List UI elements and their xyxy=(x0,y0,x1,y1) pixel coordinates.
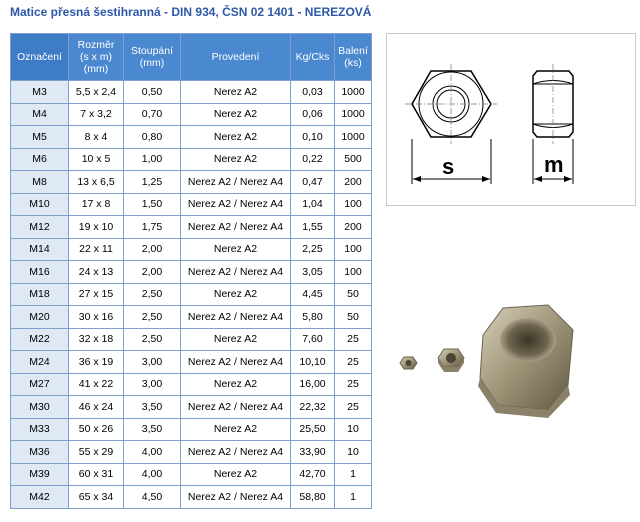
cell-stoupani: 1,00 xyxy=(124,148,181,171)
table-row xyxy=(11,126,372,149)
cell-stoupani: 4,00 xyxy=(124,463,181,486)
cell-oznaceni: M20 xyxy=(11,306,69,329)
cell-provedeni: Nerez A2 / Nerez A4 xyxy=(181,306,291,329)
cell-baleni: 100 xyxy=(335,193,372,216)
cell-kgcks: 0,10 xyxy=(291,126,335,149)
cell-baleni: 50 xyxy=(335,306,372,329)
cell-rozmer: 30 x 16 xyxy=(69,306,124,329)
cell-kgcks: 3,05 xyxy=(291,261,335,284)
cell-rozmer: 55 x 29 xyxy=(69,441,124,464)
cell-provedeni: Nerez A2 xyxy=(181,148,291,171)
cell-stoupani: 0,80 xyxy=(124,126,181,149)
cell-rozmer: 17 x 8 xyxy=(69,193,124,216)
cell-stoupani: 2,00 xyxy=(124,261,181,284)
cell-oznaceni: M22 xyxy=(11,328,69,351)
cell-oznaceni: M27 xyxy=(11,373,69,396)
cell-baleni: 10 xyxy=(335,441,372,464)
cell-kgcks: 16,00 xyxy=(291,373,335,396)
cell-provedeni: Nerez A2 xyxy=(181,373,291,396)
header-rozmer: Rozměr (s x m) (mm) xyxy=(69,34,124,81)
cell-kgcks: 1,55 xyxy=(291,216,335,239)
table-row xyxy=(11,373,372,396)
table-row xyxy=(11,418,372,441)
cell-stoupani: 3,00 xyxy=(124,373,181,396)
cell-baleni: 1 xyxy=(335,463,372,486)
cell-kgcks: 1,04 xyxy=(291,193,335,216)
cell-kgcks: 4,45 xyxy=(291,283,335,306)
cell-stoupani: 2,00 xyxy=(124,238,181,261)
cell-rozmer: 32 x 18 xyxy=(69,328,124,351)
cell-oznaceni: M42 xyxy=(11,486,69,509)
nut-drawing-icon xyxy=(387,34,635,205)
cell-oznaceni: M18 xyxy=(11,283,69,306)
cell-rozmer: 8 x 4 xyxy=(69,126,124,149)
cell-rozmer: 19 x 10 xyxy=(69,216,124,239)
cell-stoupani: 1,50 xyxy=(124,193,181,216)
cell-rozmer: 7 x 3,2 xyxy=(69,103,124,126)
cell-baleni: 100 xyxy=(335,261,372,284)
cell-baleni: 1000 xyxy=(335,81,372,104)
cell-stoupani: 3,50 xyxy=(124,418,181,441)
cell-provedeni: Nerez A2 xyxy=(181,81,291,104)
cell-rozmer: 60 x 31 xyxy=(69,463,124,486)
cell-kgcks: 22,32 xyxy=(291,396,335,419)
cell-rozmer: 24 x 13 xyxy=(69,261,124,284)
cell-stoupani: 1,75 xyxy=(124,216,181,239)
cell-provedeni: Nerez A2 / Nerez A4 xyxy=(181,216,291,239)
table-row xyxy=(11,463,372,486)
header-stoupani: Stoupání (mm) xyxy=(124,34,181,81)
cell-kgcks: 5,80 xyxy=(291,306,335,329)
cell-stoupani: 3,50 xyxy=(124,396,181,419)
cell-provedeni: Nerez A2 xyxy=(181,463,291,486)
spec-table xyxy=(10,33,372,509)
cell-provedeni: Nerez A2 / Nerez A4 xyxy=(181,351,291,374)
cell-baleni: 25 xyxy=(335,373,372,396)
cell-provedeni: Nerez A2 / Nerez A4 xyxy=(181,193,291,216)
cell-provedeni: Nerez A2 xyxy=(181,126,291,149)
cell-oznaceni: M8 xyxy=(11,171,69,194)
page-title: Matice přesná šestihranná - DIN 934, ČSN 02 1401 - NEREZOVÁ xyxy=(10,5,372,19)
table-row xyxy=(11,216,372,239)
cell-stoupani: 0,50 xyxy=(124,81,181,104)
cell-oznaceni: M10 xyxy=(11,193,69,216)
cell-kgcks: 2,25 xyxy=(291,238,335,261)
table-row xyxy=(11,81,372,104)
cell-baleni: 100 xyxy=(335,238,372,261)
cell-baleni: 200 xyxy=(335,171,372,194)
cell-kgcks: 42,70 xyxy=(291,463,335,486)
cell-baleni: 10 xyxy=(335,418,372,441)
cell-kgcks: 33,90 xyxy=(291,441,335,464)
table-row xyxy=(11,261,372,284)
cell-baleni: 50 xyxy=(335,283,372,306)
cell-oznaceni: M39 xyxy=(11,463,69,486)
cell-baleni: 1000 xyxy=(335,103,372,126)
cell-baleni: 25 xyxy=(335,328,372,351)
table-row xyxy=(11,396,372,419)
table-row xyxy=(11,351,372,374)
cell-provedeni: Nerez A2 / Nerez A4 xyxy=(181,486,291,509)
table-row xyxy=(11,441,372,464)
cell-stoupani: 4,50 xyxy=(124,486,181,509)
cell-kgcks: 10,10 xyxy=(291,351,335,374)
cell-provedeni: Nerez A2 xyxy=(181,328,291,351)
cell-rozmer: 36 x 19 xyxy=(69,351,124,374)
cell-provedeni: Nerez A2 / Nerez A4 xyxy=(181,441,291,464)
cell-kgcks: 0,47 xyxy=(291,171,335,194)
cell-provedeni: Nerez A2 xyxy=(181,238,291,261)
table-row xyxy=(11,328,372,351)
nuts-image-icon xyxy=(388,300,634,420)
cell-provedeni: Nerez A2 / Nerez A4 xyxy=(181,171,291,194)
cell-oznaceni: M36 xyxy=(11,441,69,464)
cell-oznaceni: M6 xyxy=(11,148,69,171)
cell-stoupani: 0,70 xyxy=(124,103,181,126)
cell-baleni: 200 xyxy=(335,216,372,239)
cell-rozmer: 46 x 24 xyxy=(69,396,124,419)
cell-rozmer: 5,5 x 2,4 xyxy=(69,81,124,104)
table-row xyxy=(11,148,372,171)
table-row xyxy=(11,171,372,194)
nut-photo xyxy=(388,300,634,420)
cell-kgcks: 0,22 xyxy=(291,148,335,171)
cell-kgcks: 0,06 xyxy=(291,103,335,126)
table-row xyxy=(11,486,372,509)
table-row xyxy=(11,193,372,216)
cell-stoupani: 2,50 xyxy=(124,306,181,329)
dimension-s-label: s xyxy=(442,154,455,179)
cell-oznaceni: M30 xyxy=(11,396,69,419)
cell-stoupani: 1,25 xyxy=(124,171,181,194)
table-row xyxy=(11,306,372,329)
header-baleni: Balení (ks) xyxy=(335,34,372,81)
cell-stoupani: 2,50 xyxy=(124,328,181,351)
cell-kgcks: 25,50 xyxy=(291,418,335,441)
cell-rozmer: 10 x 5 xyxy=(69,148,124,171)
cell-oznaceni: M14 xyxy=(11,238,69,261)
cell-provedeni: Nerez A2 xyxy=(181,418,291,441)
cell-oznaceni: M3 xyxy=(11,81,69,104)
cell-baleni: 1000 xyxy=(335,126,372,149)
cell-baleni: 25 xyxy=(335,396,372,419)
cell-rozmer: 13 x 6,5 xyxy=(69,171,124,194)
table-row xyxy=(11,283,372,306)
cell-oznaceni: M16 xyxy=(11,261,69,284)
cell-oznaceni: M12 xyxy=(11,216,69,239)
cell-rozmer: 41 x 22 xyxy=(69,373,124,396)
table-row xyxy=(11,238,372,261)
cell-stoupani: 4,00 xyxy=(124,441,181,464)
cell-kgcks: 7,60 xyxy=(291,328,335,351)
cell-oznaceni: M24 xyxy=(11,351,69,374)
cell-oznaceni: M4 xyxy=(11,103,69,126)
cell-rozmer: 27 x 15 xyxy=(69,283,124,306)
cell-provedeni: Nerez A2 xyxy=(181,283,291,306)
cell-oznaceni: M33 xyxy=(11,418,69,441)
cell-kgcks: 58,80 xyxy=(291,486,335,509)
header-kgcks: Kg/Cks xyxy=(291,34,335,81)
cell-rozmer: 50 x 26 xyxy=(69,418,124,441)
header-oznaceni: Označení xyxy=(11,34,69,81)
cell-rozmer: 22 x 11 xyxy=(69,238,124,261)
nut-dimension-diagram xyxy=(386,33,636,206)
cell-baleni: 1 xyxy=(335,486,372,509)
cell-kgcks: 0,03 xyxy=(291,81,335,104)
header-provedeni: Provedení xyxy=(181,34,291,81)
cell-stoupani: 2,50 xyxy=(124,283,181,306)
cell-baleni: 500 xyxy=(335,148,372,171)
cell-oznaceni: M5 xyxy=(11,126,69,149)
table-header-row xyxy=(11,34,372,81)
dimension-m-label: m xyxy=(544,152,564,177)
cell-rozmer: 65 x 34 xyxy=(69,486,124,509)
cell-provedeni: Nerez A2 / Nerez A4 xyxy=(181,396,291,419)
table-row xyxy=(11,103,372,126)
cell-provedeni: Nerez A2 / Nerez A4 xyxy=(181,261,291,284)
cell-baleni: 25 xyxy=(335,351,372,374)
cell-provedeni: Nerez A2 xyxy=(181,103,291,126)
cell-stoupani: 3,00 xyxy=(124,351,181,374)
